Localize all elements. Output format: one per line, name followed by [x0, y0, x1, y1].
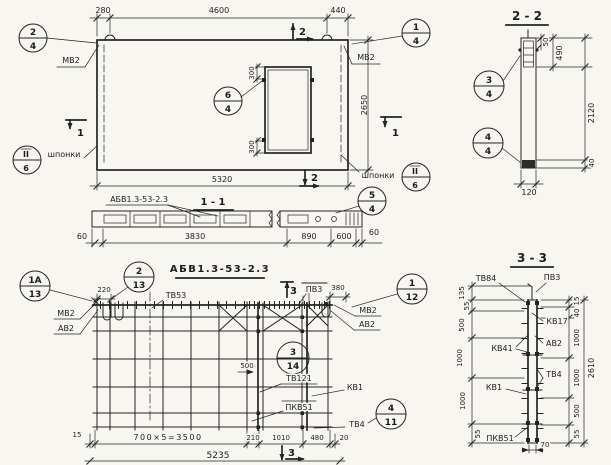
- dim-15: 15: [72, 431, 82, 439]
- plan-dim-440: 440: [330, 6, 346, 15]
- section-mark-2-bottom: [300, 170, 320, 189]
- svg-text:6: 6: [412, 181, 418, 190]
- dim-55-bot-left: 55: [474, 429, 482, 439]
- label-av2-33: [535, 336, 562, 348]
- rebar-title: АБВ1.3-53-2.3: [169, 264, 271, 275]
- section-mark-2-top: [291, 23, 315, 42]
- dim-40-right: 40: [573, 308, 581, 318]
- svg-text:АБВ1.3-53-2.3: АБВ1.3-53-2.3: [110, 195, 168, 204]
- callout-4-4: [473, 128, 520, 162]
- label-mv2-left-rebar: [54, 304, 95, 319]
- dim-220: 220: [97, 286, 111, 294]
- svg-text:МВ2: МВ2: [57, 309, 75, 318]
- callout-1a-13: [20, 271, 92, 301]
- dim-500-left: 500: [458, 318, 466, 332]
- svg-text:4: 4: [484, 133, 492, 143]
- svg-text:МВ2: МВ2: [359, 306, 377, 315]
- section-3-3-title: 3 - 3: [516, 251, 548, 265]
- svg-text:ТВ4: ТВ4: [546, 370, 562, 379]
- callout-4-11: [368, 399, 406, 429]
- svg-text:КВ1: КВ1: [346, 383, 364, 392]
- svg-text:КВ17: КВ17: [546, 317, 568, 326]
- svg-text:2: 2: [135, 267, 143, 277]
- dim-500-rebar: 500: [240, 362, 254, 370]
- plan-dim-2650: 2650: [360, 94, 369, 116]
- plan-dim-opening-bottom: 300: [248, 140, 256, 154]
- rebar-view: [20, 262, 427, 465]
- svg-text:5: 5: [368, 191, 376, 201]
- plan-dim-280: 280: [95, 6, 111, 15]
- plan-opening: [262, 67, 314, 153]
- dim-5235: 5235: [206, 451, 230, 461]
- svg-text:13: 13: [28, 290, 42, 300]
- label-tv84: [475, 274, 525, 302]
- svg-text:КВ41: КВ41: [491, 344, 513, 353]
- section-mark-3-top: [281, 281, 297, 297]
- label-shponki-left: [13, 146, 97, 174]
- plan-dim-5320: 5320: [211, 175, 233, 184]
- dim-70: 70: [540, 441, 550, 449]
- section-2-2: [473, 9, 596, 197]
- svg-text:3: 3: [288, 448, 295, 459]
- callout-1-4: [352, 19, 430, 47]
- svg-text:12: 12: [405, 293, 419, 303]
- svg-text:1: 1: [77, 128, 84, 139]
- dim-60-left: 60: [76, 232, 88, 241]
- svg-text:4: 4: [368, 205, 376, 215]
- label-kv1-33: [486, 383, 526, 394]
- dim-135: 135: [458, 286, 466, 300]
- svg-text:ТВ53: ТВ53: [165, 291, 187, 300]
- callout-3-4: [474, 56, 520, 101]
- label-mv2-right-rebar: [334, 305, 381, 316]
- dim-3500: 700×5=3500: [133, 433, 203, 442]
- dim-1010: 1010: [272, 434, 290, 442]
- svg-text:МВ2: МВ2: [62, 56, 80, 65]
- dim-380: 380: [331, 284, 345, 292]
- label-shponki-right: [341, 155, 430, 191]
- section-mark-1-left: [66, 120, 86, 139]
- svg-text:II: II: [23, 150, 29, 159]
- callout-3-14: [277, 342, 309, 374]
- svg-text:1А: 1А: [28, 276, 42, 286]
- svg-text:4: 4: [485, 90, 493, 100]
- label-tv121: [260, 374, 317, 392]
- svg-text:ПКВ51: ПКВ51: [285, 403, 313, 412]
- svg-text:13: 13: [132, 281, 146, 291]
- label-tv4-rebar: [314, 420, 365, 429]
- section-2-2-title: 2 - 2: [511, 9, 543, 23]
- svg-text:АВ2: АВ2: [57, 324, 75, 333]
- svg-text:4: 4: [412, 37, 420, 47]
- callout-6-4: [214, 81, 262, 115]
- dim-120: 120: [521, 188, 537, 197]
- svg-text:2: 2: [29, 28, 37, 38]
- dim-890: 890: [301, 232, 317, 241]
- svg-text:4: 4: [224, 105, 232, 115]
- shponki-text: шпонки: [361, 171, 395, 180]
- label-mv2-right: [344, 46, 380, 64]
- svg-text:1: 1: [408, 279, 416, 289]
- svg-text:2: 2: [311, 173, 318, 184]
- callout-2-13: [110, 262, 154, 300]
- dim-3830: 3830: [184, 232, 206, 241]
- svg-text:ТВ84: ТВ84: [475, 274, 497, 283]
- svg-text:ТВ4: ТВ4: [349, 420, 365, 429]
- section-mark-3-bottom: [280, 446, 306, 462]
- svg-text:II: II: [412, 167, 418, 176]
- svg-text:АВ2: АВ2: [358, 320, 376, 329]
- svg-text:11: 11: [384, 418, 398, 428]
- dim-60-right: 60: [368, 228, 380, 237]
- dim-1000-left-b: 1000: [459, 392, 467, 410]
- svg-text:ПКВ51: ПКВ51: [486, 434, 514, 443]
- dim-1000-left-a: 1000: [456, 349, 464, 367]
- label-pkv51-33: [486, 427, 528, 443]
- svg-text:3: 3: [289, 348, 297, 358]
- dim-1000-right-b: 1000: [573, 369, 581, 387]
- dim-600: 600: [336, 232, 352, 241]
- svg-text:4: 4: [484, 147, 492, 157]
- dim-1000-right-a: 1000: [573, 329, 581, 347]
- callout-1-12: [352, 274, 427, 307]
- svg-text:ПВ3: ПВ3: [543, 273, 561, 282]
- svg-text:ПВ3: ПВ3: [305, 285, 323, 294]
- label-pv3-33: [536, 273, 560, 292]
- dim-55-right: 55: [573, 429, 581, 439]
- svg-text:6: 6: [224, 91, 232, 101]
- svg-text:3: 3: [485, 76, 493, 86]
- svg-text:МВ2: МВ2: [357, 53, 375, 62]
- dim-20: 20: [339, 434, 349, 442]
- label-mv2-left: [57, 45, 99, 67]
- svg-text:4: 4: [29, 42, 37, 52]
- svg-text:2: 2: [299, 27, 306, 38]
- svg-text:ТВ121: ТВ121: [286, 374, 312, 383]
- label-tv4-33: [536, 369, 562, 389]
- plan-dim-opening-top: 300: [248, 66, 256, 80]
- plan-dim-4600: 4600: [208, 6, 230, 15]
- dim-55-top: 55: [463, 301, 471, 311]
- dim-2610: 2610: [587, 357, 596, 379]
- svg-text:АВ2: АВ2: [545, 339, 563, 348]
- label-kv1-rebar: [312, 383, 363, 396]
- dim-50: 50: [542, 37, 550, 47]
- svg-text:1: 1: [412, 23, 420, 33]
- svg-text:3: 3: [290, 286, 297, 297]
- section-1-1: [77, 187, 386, 247]
- svg-text:4: 4: [387, 404, 395, 414]
- dim-15-right: 15: [573, 296, 581, 306]
- dim-2120: 2120: [587, 102, 596, 124]
- callout-2-4: [19, 24, 96, 52]
- dim-210: 210: [246, 434, 260, 442]
- svg-text:6: 6: [23, 164, 29, 173]
- svg-text:14: 14: [286, 362, 300, 372]
- dim-480: 480: [310, 434, 324, 442]
- dim-40: 40: [588, 158, 596, 168]
- dim-490: 490: [555, 45, 564, 61]
- section-mark-1-right: [381, 117, 401, 139]
- section-1-1-title: 1 - 1: [200, 197, 226, 208]
- plan-view: [13, 6, 430, 191]
- section-3-3: [456, 251, 596, 453]
- dim-500-right: 500: [573, 404, 581, 418]
- svg-text:1: 1: [392, 128, 399, 139]
- svg-text:КВ1: КВ1: [485, 383, 503, 392]
- shponki-text: шпонки: [47, 150, 81, 159]
